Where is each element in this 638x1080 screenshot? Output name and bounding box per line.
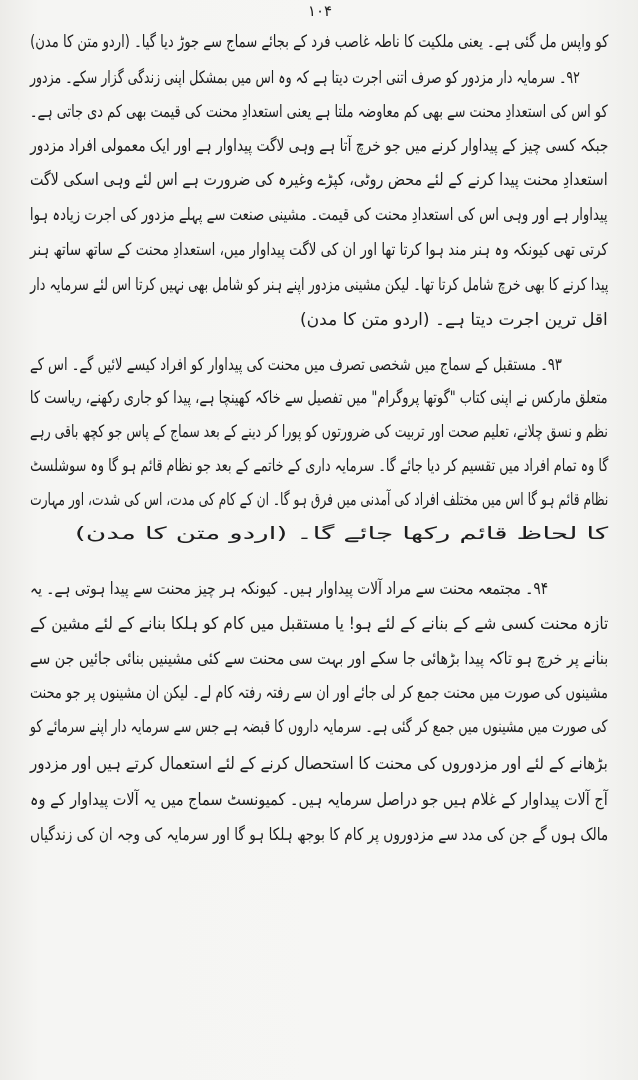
text-line: استعدادِ محنت پیدا کرنے کے لئے محض روٹی، کپڑے وغیرہ کی ضرورت ہے اس لئے وہی اسکی لاگت [30,170,608,190]
text-line: ۹۲۔ سرمایہ دار مزدور کو صرف اتنی اجرت دیتا ہے کہ وہ اس میں بمشکل اپنی زندگی گزار سکے۔ مزدور [30,68,580,88]
text-line: نظم و نسق چلانے، تعلیم صحت اور تربیت کی ضرورتوں کو پورا کر دینے کے بعد سماج کے پاس جو کچھ باقی رہے [30,422,608,442]
text-line: کو واپس مل گئی ہے۔ یعنی ملکیت کا ناطہ غاصب فرد کے بجائے سماج سے جوڑ دیا گیا۔ (اردو متن کا مدن) [29,32,608,52]
text-line: نظام قائم ہو گا اس میں مختلف افراد کی آمدنی میں فرق ہو گا۔ ان کے کام کی مدت، اس کی شدت، اور مہارت [29,490,608,510]
text-line: ۹۳۔ مستقبل کے سماج میں شخصی تصرف میں محنت کی پیداوار کو افراد کیسے لائیں گے۔ اس کے [30,355,562,375]
text-line: آج آلات پیداوار کے غلام ہیں جو دراصل سرمایہ ہیں۔ کمیونسٹ سماج میں یہ آلات پیداوار کے وہ [30,790,608,810]
text-line: مالک ہوں گے جن کی مدد سے مزدوروں پر کام کا بوجھ ہلکا ہو گا اور سرمایہ کی وجہ ان کی زندگیاں [29,825,608,845]
text-line: بڑھانے کے لئے اور مزدوروں کی محنت کا استحصال کرنے کے لئے استعمال کرتے ہیں اور مزدور [30,754,608,774]
text-line: کو اس کی استعدادِ محنت سے بھی کم معاوضہ ملتا ہے یعنی استعدادِ محنت کی قیمت بھی کم دی جاتی ہے۔ [30,102,608,122]
text-line: مشینوں کی صورت میں محنت جمع کر لی جائے اور ان سے رفتہ رفتہ کام لے۔ لیکن ان مشینوں پر جو محنت [30,683,608,703]
text-line: پیدا کرنے کا بھی خرچ شامل کرتا تھا۔ لیکن مشینی مزدور اپنے ہنر کو شامل بھی نہیں کرتا اس لئے سرمایہ دار [29,275,608,295]
text-line: بنانے پر خرچ ہو تاکہ پیدا بڑھائی جا سکے اور بہت سی محنت سے کئی مشینیں بنائی جائیں جن سے [29,649,608,669]
text-line: پیداوار ہے اور وہی اس کی استعدادِ محنت کی قیمت۔ مشینی صنعت سے پہلے مزدور کی اجرت زیادہ ہوا [30,205,608,225]
text-line: متعلق مارکس نے اپنی کتاب "گوتھا پروگرام" میں تفصیل سے خاکہ کھینچا ہے، پیدا کو جاری رکھنے، ریاست کا [30,388,608,408]
text-line: جبکہ کسی چیز کے پیداوار کرنے میں جو خرچ آتا ہے وہی لاگت پیداوار ہے اور ایک معمولی افراد مزدور [29,136,608,156]
text-line: ۹۴۔ مجتمعہ محنت سے مراد آلات پیداوار ہیں۔ کیونکہ ہر چیز محنت سے پیدا ہوتی ہے۔ یہ [29,579,548,599]
text-line: اقل ترین اجرت دیتا ہے۔ (اردو متن کا مدن) [300,310,608,330]
text-line: گا وہ تمام افراد میں تقسیم کر دیا جائے گا۔ سرمایہ داری کے خاتمے کے بعد جو نظام قائم ہو گا وہ سوشلسٹ [29,456,608,476]
text-line: کا لحاظ قائم رکھا جائے گا۔ (اردو متن کا مدن) [74,524,608,544]
text-line: تازہ محنت کسی شے کے بنانے کے لئے ہو! یا مستقبل میں کام کو ہلکا بنانے کے لئے مشین کے [29,614,608,634]
text-line: کرتی تھی کیونکہ وہ ہنر مند ہوا کرتا تھا اور ان کی لاگت پیداوار میں، استعدادِ محنت کے ساتھ ساتھ ہنر [30,240,608,260]
text-line: کی صورت میں مشینوں میں جمع کر گئی ہے۔ سرمایہ داروں کا قبضہ ہے جس سے سرمایہ دار اپنے سرمائے کو [30,717,608,737]
page-number: ۱۰۴ [307,2,333,20]
